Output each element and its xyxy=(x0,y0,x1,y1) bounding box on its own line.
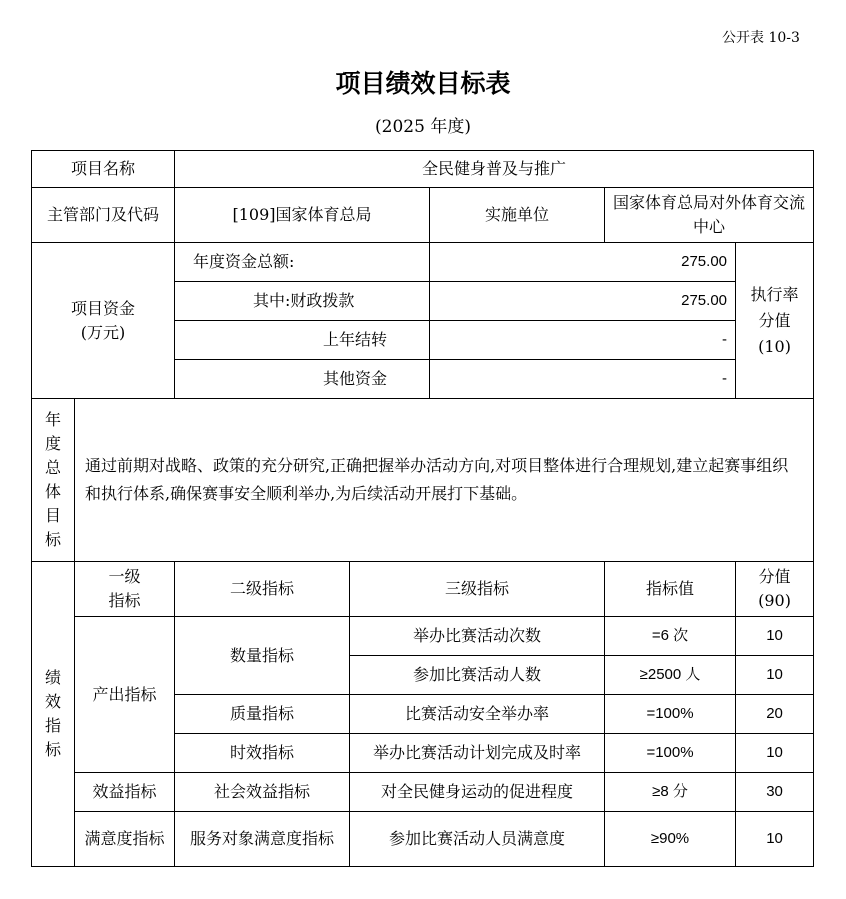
indicator-name: 参加比赛活动人员满意度 xyxy=(350,812,605,867)
funds-other-label: 其他资金 xyxy=(175,360,430,399)
indicator-score: 10 xyxy=(736,812,814,867)
impl-unit-value: 国家体育总局对外体育交流中心 xyxy=(605,188,814,243)
header-level3: 三级指标 xyxy=(350,562,605,617)
funds-carryover-label: 上年结转 xyxy=(175,321,430,360)
performance-table xyxy=(31,150,814,867)
quantity-indicator-label: 数量指标 xyxy=(175,617,350,695)
page-title: 项目绩效目标表 xyxy=(335,69,511,98)
year-subtitle: (2025 年度) xyxy=(375,117,471,137)
project-name-label: 项目名称 xyxy=(32,151,175,188)
service-satisfaction-label: 服务对象满意度指标 xyxy=(175,812,350,867)
header-level1: 一级 指标 xyxy=(75,562,175,617)
indicator-value: =100% xyxy=(605,695,736,734)
timeliness-indicator-label: 时效指标 xyxy=(175,734,350,773)
indicator-value: =6 次 xyxy=(605,617,736,656)
funds-fiscal-label: 其中:财政拨款 xyxy=(175,282,430,321)
indicators-label: 绩效指标 xyxy=(32,562,75,867)
social-benefit-label: 社会效益指标 xyxy=(175,773,350,812)
funds-carryover-value: - xyxy=(430,321,736,360)
indicator-score: 10 xyxy=(736,734,814,773)
indicator-score: 10 xyxy=(736,617,814,656)
indicator-score: 20 xyxy=(736,695,814,734)
exec-rate-label: 执行率 分值 (10) xyxy=(736,243,814,399)
indicator-name: 参加比赛活动人数 xyxy=(350,656,605,695)
indicator-score: 30 xyxy=(736,773,814,812)
impl-unit-label: 实施单位 xyxy=(430,188,605,243)
indicator-value: ≥90% xyxy=(605,812,736,867)
dept-value: [109]国家体育总局 xyxy=(175,188,430,243)
header-score: 分值 (90) xyxy=(736,562,814,617)
indicator-value: ≥2500 人 xyxy=(605,656,736,695)
funds-total-label: 年度资金总额: xyxy=(175,243,430,282)
dept-label: 主管部门及代码 xyxy=(32,188,175,243)
indicator-name: 比赛活动安全举办率 xyxy=(350,695,605,734)
funds-fiscal-value: 275.00 xyxy=(430,282,736,321)
quality-indicator-label: 质量指标 xyxy=(175,695,350,734)
indicator-name: 举办比赛活动计划完成及时率 xyxy=(350,734,605,773)
funds-label: 项目资金 (万元) xyxy=(32,243,175,399)
output-indicator-label: 产出指标 xyxy=(75,617,175,773)
header-value: 指标值 xyxy=(605,562,736,617)
header-level2: 二级指标 xyxy=(175,562,350,617)
funds-other-value: - xyxy=(430,360,736,399)
goal-label: 年度总体目标 xyxy=(32,399,75,562)
indicator-name: 举办比赛活动次数 xyxy=(350,617,605,656)
form-number: 公开表 10-3 xyxy=(722,30,800,46)
funds-total-value: 275.00 xyxy=(430,243,736,282)
indicator-name: 对全民健身运动的促进程度 xyxy=(350,773,605,812)
project-name-value: 全民健身普及与推广 xyxy=(175,151,814,188)
benefit-indicator-label: 效益指标 xyxy=(75,773,175,812)
satisfaction-indicator-label: 满意度指标 xyxy=(75,812,175,867)
indicator-value: ≥8 分 xyxy=(605,773,736,812)
indicator-score: 10 xyxy=(736,656,814,695)
indicator-value: =100% xyxy=(605,734,736,773)
goal-text: 通过前期对战略、政策的充分研究,正确把握举办活动方向,对项目整体进行合理规划,建立起赛事组织和执行体系,确保赛事安全顺利举办,为后续活动开展打下基础。 xyxy=(75,399,814,562)
